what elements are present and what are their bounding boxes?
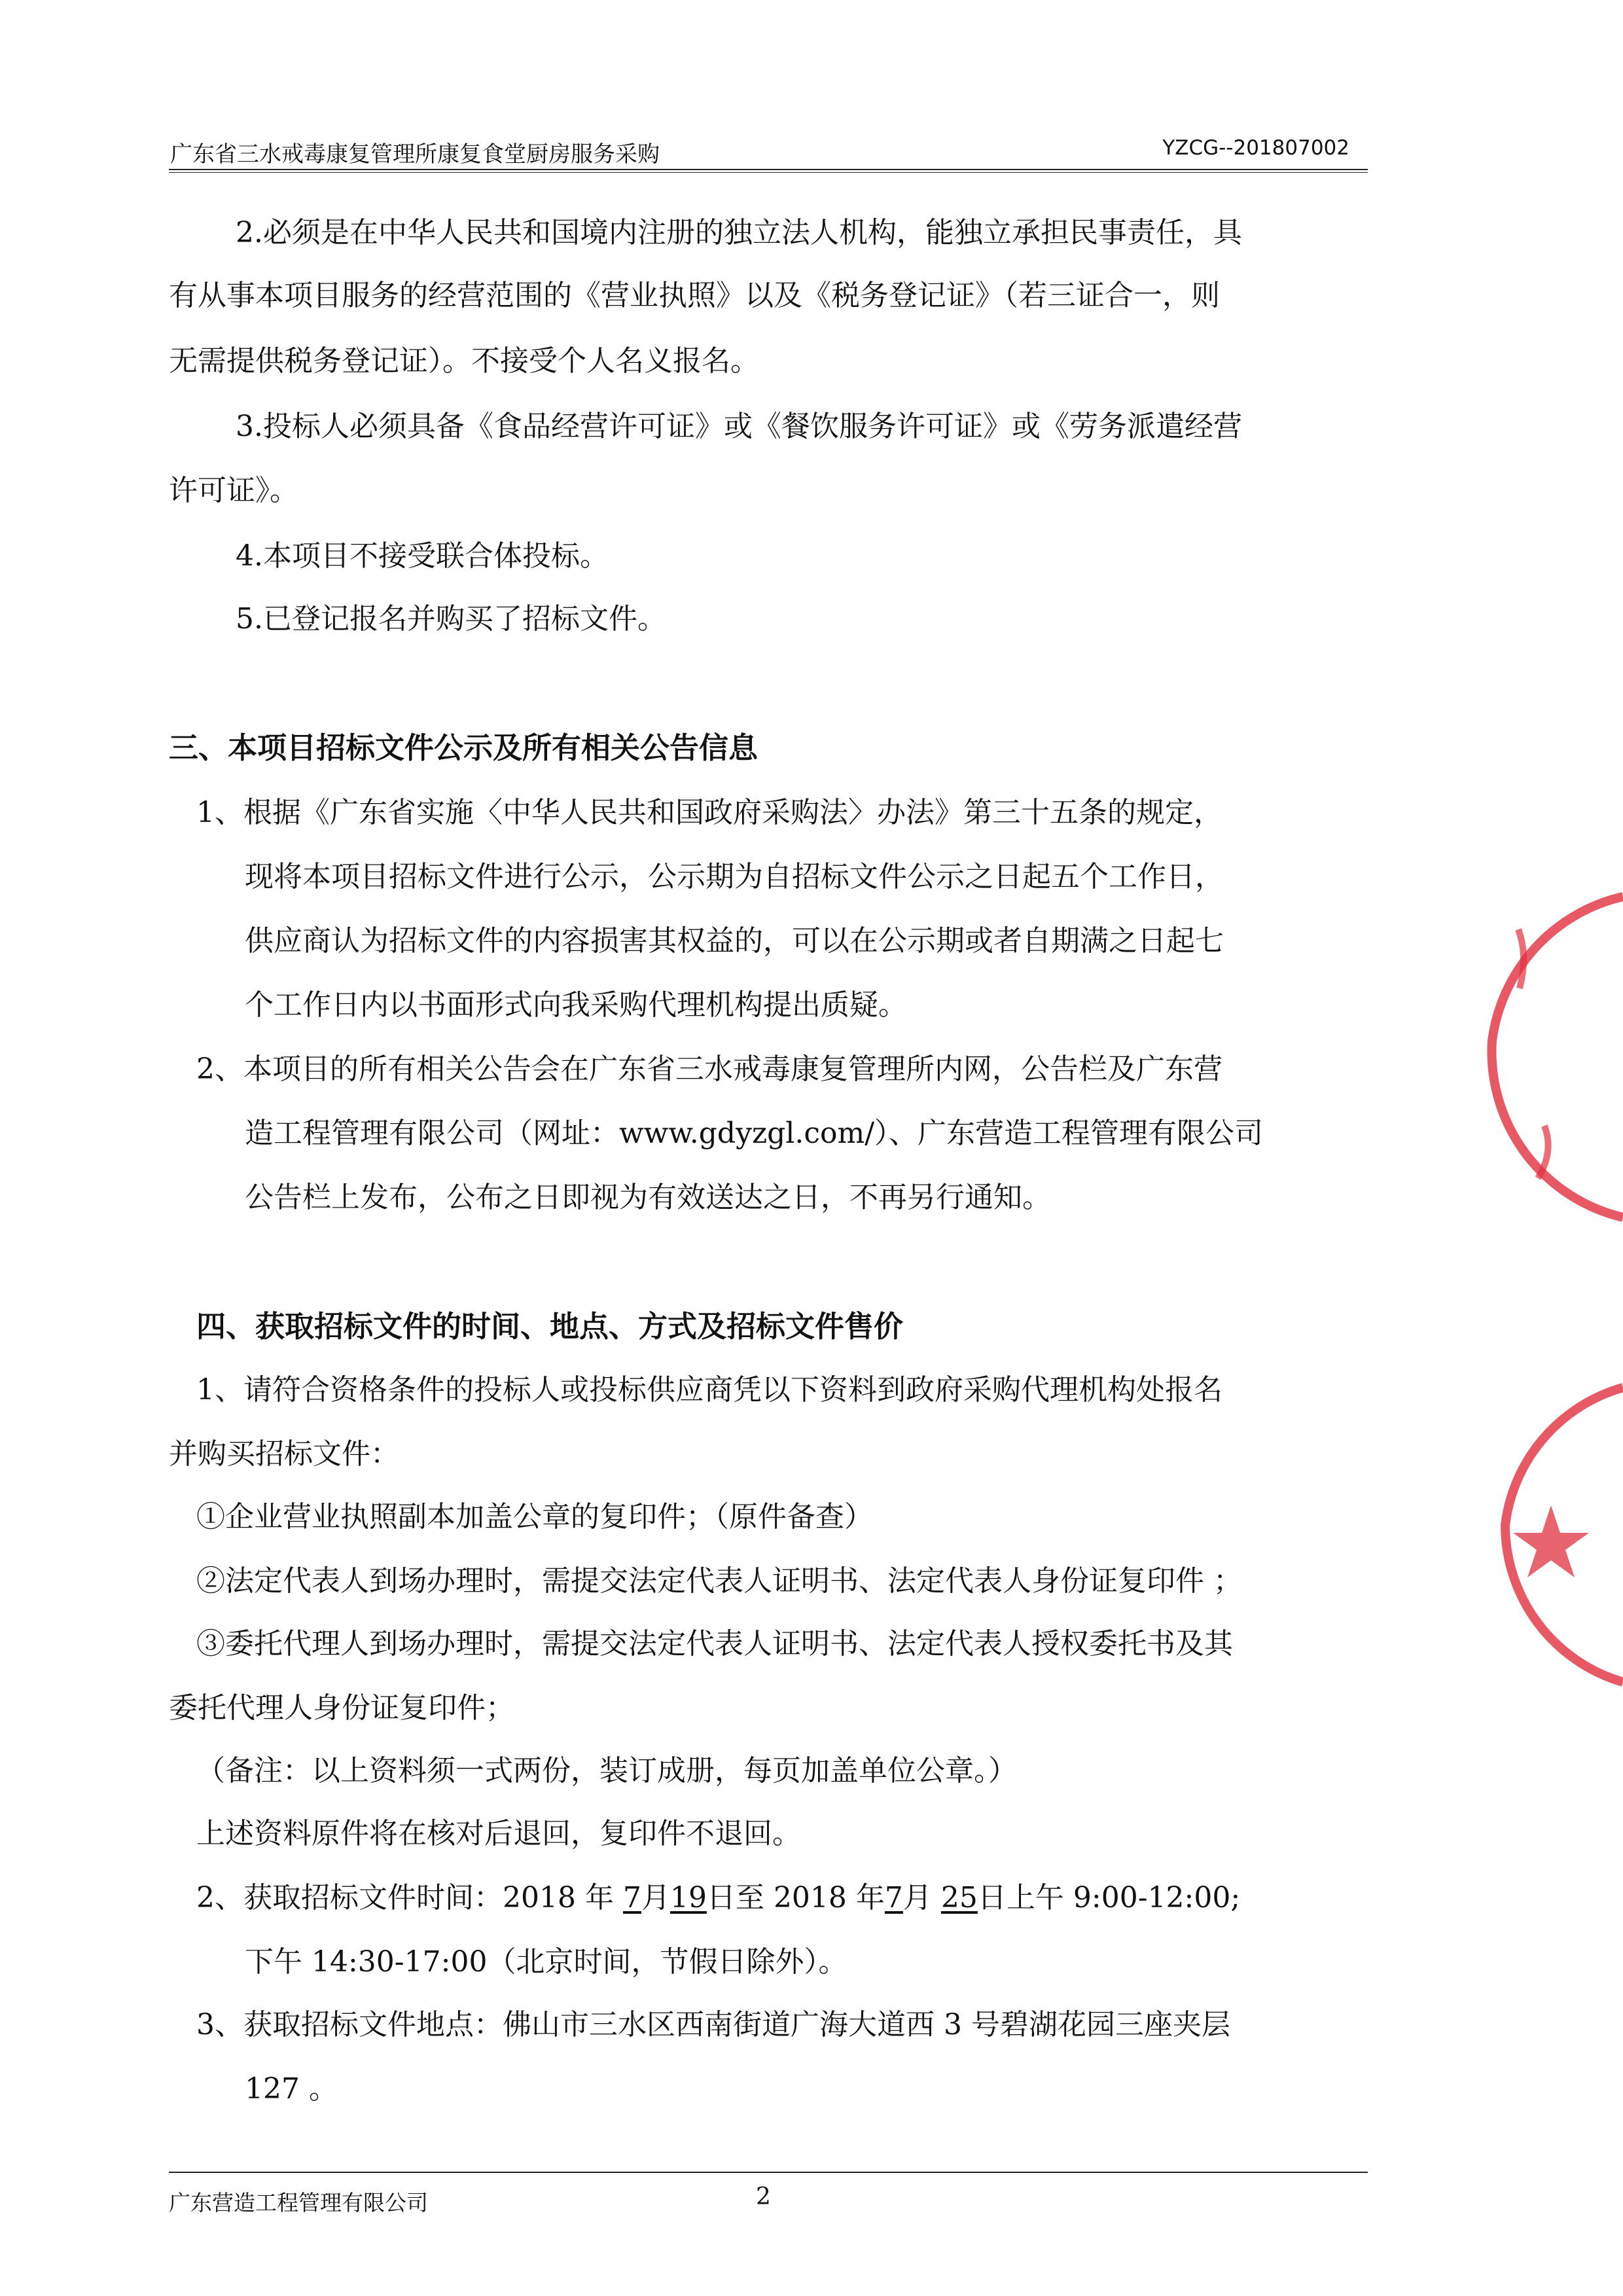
para-s4-3-line2: 127 。: [245, 2072, 338, 2106]
para-s3-1-line2: 现将本项目招标文件进行公示，公示期为自招标文件公示之日起五个工作日，: [245, 860, 1224, 893]
para-s3-1-line4: 个工作日内以书面形式向我采购代理机构提出质疑。: [245, 988, 907, 1022]
start-month: 7: [622, 1881, 641, 1914]
para-s4-item-3-line1: ③委托代理人到场办理时，需提交法定代表人证明书、法定代表人授权委托书及其: [196, 1627, 1233, 1660]
para-req-4: 4.本项目不接受联合体投标。: [236, 539, 609, 573]
para-s4-2-line2: 下午 14:30-17:00（北京时间，节假日除外）。: [245, 1945, 847, 1979]
para-req-5: 5.已登记报名并购买了招标文件。: [236, 602, 666, 636]
para-s4-1-line1: 1、请符合资格条件的投标人或投标供应商凭以下资料到政府采购代理机构处报名: [196, 1373, 1222, 1407]
para-s4-1-line2: 并购买招标文件：: [169, 1437, 399, 1471]
para-s3-2-line3: 公告栏上发布，公布之日即视为有效送达之日，不再另行通知。: [245, 1181, 1051, 1214]
end-day: 25: [940, 1881, 978, 1914]
para-req-3-line1: 3.投标人必须具备《食品经营许可证》或《餐饮服务许可证》或《劳务派遣经营: [236, 410, 1242, 443]
start-day: 19: [669, 1881, 707, 1914]
header-title: 广东省三水戒毒康复管理所康复食堂厨房服务采购: [170, 141, 660, 168]
seal-stamp-lower: [1479, 1374, 1623, 1715]
footer-company: 广东营造工程管理有限公司: [169, 2190, 428, 2215]
para-s4-return: 上述资料原件将在核对后退回，复印件不退回。: [196, 1817, 801, 1850]
end-month: 7: [884, 1881, 903, 1914]
para-s3-2-line1: 2、本项目的所有相关公告会在广东省三水戒毒康复管理所内网，公告栏及广东营: [196, 1052, 1222, 1086]
para-s3-1-line3: 供应商认为招标文件的内容损害其权益的，可以在公示期或者自期满之日起七: [245, 924, 1224, 958]
section-3-heading: 三、本项目招标文件公示及所有相关公告信息: [169, 730, 758, 765]
seal-stamp-upper: [1466, 890, 1623, 1257]
time-mid: 日至 2018 年: [706, 1881, 885, 1914]
para-s3-2-line2: 造工程管理有限公司（网址：www.gdyzgl.com/）、广东营造工程管理有限公司: [245, 1117, 1264, 1150]
header-project-code: YZCG--201807002: [1162, 136, 1349, 160]
header-rule-thin: [169, 172, 1368, 173]
para-req-2-line1: 2.必须是在中华人民共和国境内注册的独立法人机构，能独立承担民事责任，具: [236, 216, 1242, 249]
para-s4-2-line1: [196, 1881, 1241, 1914]
month-label: 月: [641, 1881, 670, 1914]
month-label-2: 月: [902, 1881, 941, 1914]
para-s3-1-line1: 1、根据《广东省实施〈中华人民共和国政府采购法〉办法》第三十五条的规定，: [196, 796, 1222, 829]
section-4-heading: 四、获取招标文件的时间、地点、方式及招标文件售价: [196, 1309, 904, 1344]
page-number: 2: [756, 2183, 771, 2210]
time-prefix: 2、获取招标文件时间：2018 年: [196, 1881, 623, 1914]
para-req-2-line2: 有从事本项目服务的经营范围的《营业执照》以及《税务登记证》（若三证合一，则: [169, 279, 1220, 312]
para-req-3-line2: 许可证》。: [169, 474, 298, 507]
para-s4-item-3-line2: 委托代理人身份证复印件；: [169, 1691, 514, 1725]
header-rule: [169, 169, 1368, 170]
para-s4-item-1: ①企业营业执照副本加盖公章的复印件；（原件备查）: [196, 1500, 873, 1534]
para-req-2-line3: 无需提供税务登记证）。不接受个人名义报名。: [169, 344, 759, 378]
para-s4-item-2: ②法定代表人到场办理时，需提交法定代表人证明书、法定代表人身份证复印件 ；: [196, 1564, 1242, 1598]
para-s4-note: （备注：以上资料须一式两份，装订成册，每页加盖单位公章。）: [196, 1754, 1017, 1787]
para-s4-3-line1: 3、获取招标文件地点：佛山市三水区西南街道广海大道西 3 号碧湖花园三座夹层: [196, 2008, 1230, 2041]
time-suffix: 日上午 9:00-12:00;: [977, 1881, 1241, 1914]
footer-rule: [169, 2172, 1368, 2173]
